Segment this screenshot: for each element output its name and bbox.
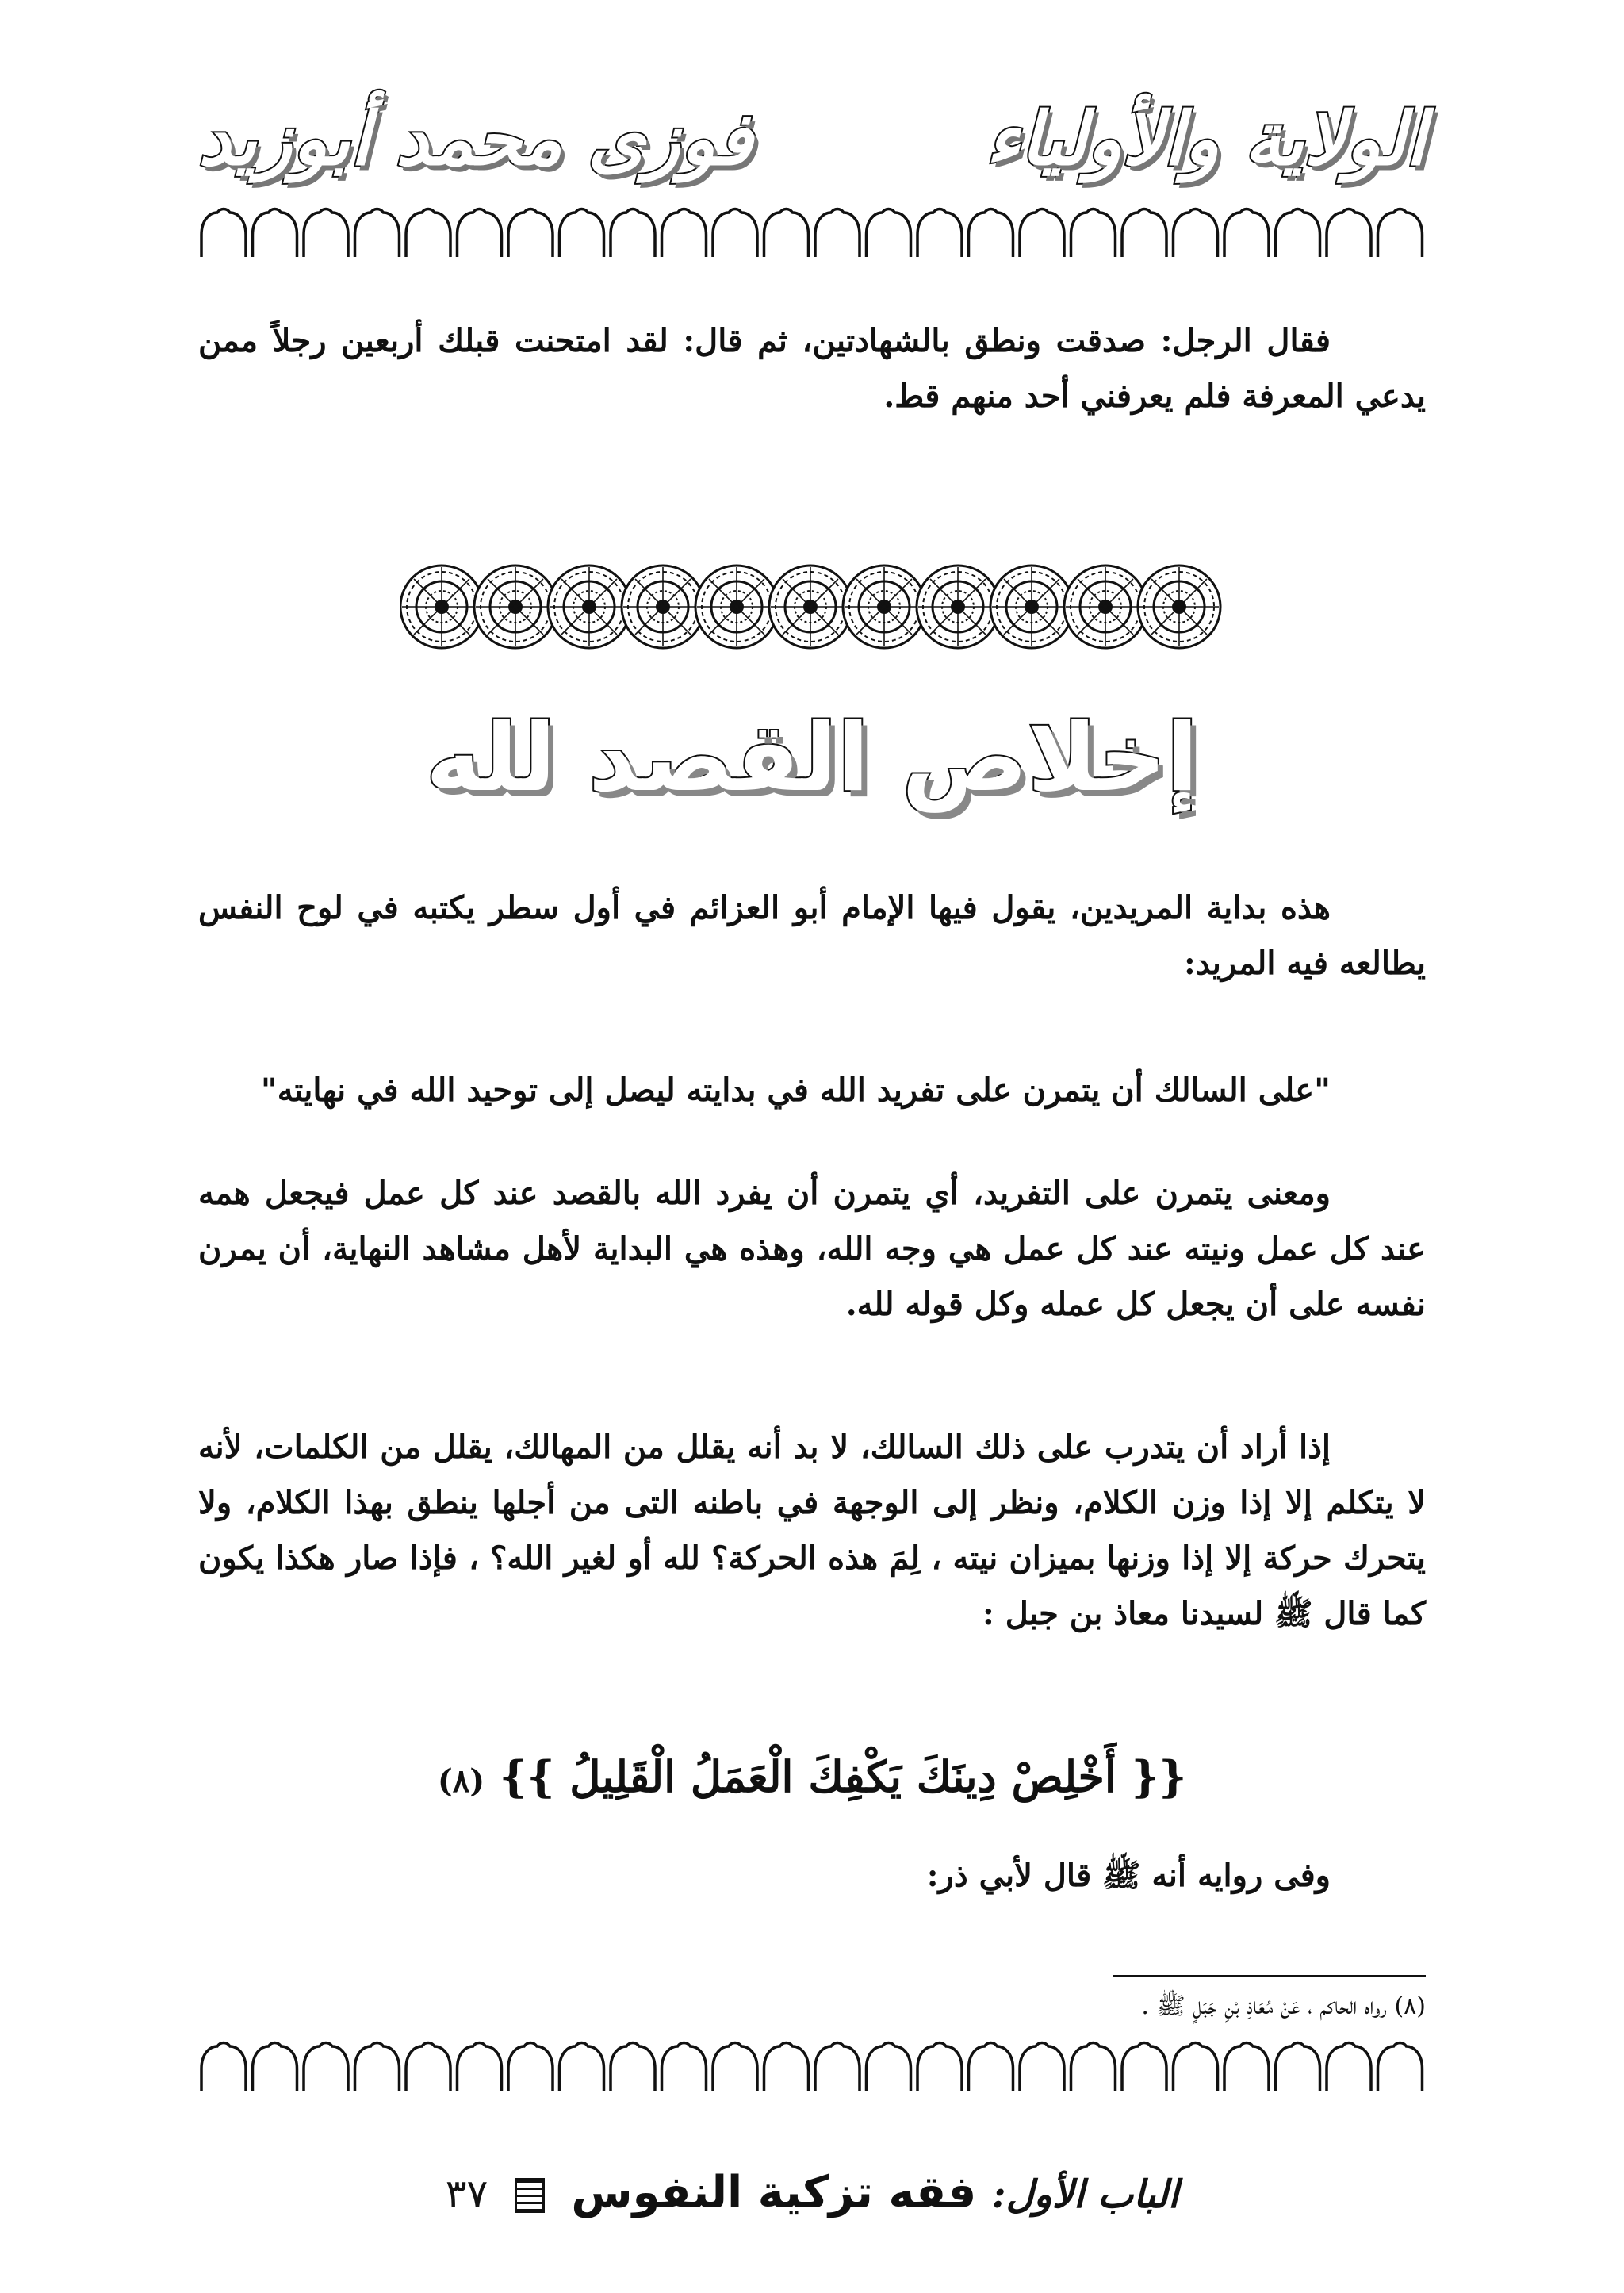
page-number: ٣٧ [445, 2171, 488, 2217]
arch-pattern-icon [198, 205, 1426, 260]
paragraph-1: هذه بداية المريدين، يقول فيها الإمام أبو العزائم في أول سطر يكتبه في لوح النفس يطالعه فيه المريد: [198, 889, 1426, 982]
chapter-label: الباب الأول: [991, 2172, 1179, 2217]
hadith-text: {{ أَخْلِصْ دِينَكَ يَكْفِكَ الْعَمَلُ الْقَلِيلُ }} [500, 1751, 1187, 1802]
ornament-divider [400, 555, 1225, 658]
footnote-reference: (٨) [437, 1762, 485, 1800]
paragraph-2-quote: "على السالك أن يتمرن على تفريد الله في بدايته ليصل إلى توحيد الله في نهايته" [260, 1072, 1331, 1109]
rosette-row-icon [400, 555, 1225, 658]
footnote-text: (٨) رواه الحاكم ، عَنْ مُعَاذِ بْنِ جَبَلٍ ﷺ . [1141, 1992, 1426, 2020]
footnote-separator [1113, 1975, 1426, 1977]
hadith-quote [0, 1745, 1624, 1813]
top-arch-border [198, 205, 1426, 260]
book-icon [515, 2178, 545, 2213]
book-title-header: الولاية والأولياء [986, 96, 1426, 182]
page-footer [0, 2157, 1624, 2230]
paragraph-3: ومعنى يتمرن على التفريد، أي يتمرن أن يفرد الله بالقصد عند كل عمل فيجعل همه عند كل عمل ونيته عند كل عمل هي وجه الله، وهذه هي البداية لأهل مشاهد النهاية، أن يمرن نفسه على أن يجعل كل عمله وكل قوله لله. [198, 1175, 1426, 1323]
author-name-header: فوزى محمد أبوزيد [198, 96, 753, 182]
section-title: إخلاص القصد لله [425, 703, 1199, 812]
paragraph-after-hadith: وفى روايه أنه ﷺ قال لأبي ذر: [926, 1857, 1331, 1894]
intro-paragraph: فقال الرجل: صدقت ونطق بالشهادتين، ثم قال: لقد امتحنت قبلك أربعين رجلاً ممن يدعي المعرفة فلم يعرفني أحد منهم قط. [198, 322, 1426, 415]
paragraph-4: إذا أراد أن يتدرب على ذلك السالك، لا بد أنه يقلل من المهالك، يقلل من الكلمات، لأنه لا يتكلم إلا إذا وزن الكلام، ونظر إلى الوجهة في باطنه التى من أجلها ينطق بهذا الكلام، ولا يتحرك حركة إلا إذا وزنها بميزان نيته ، لِمَ هذه الحركة؟ لله أو لغير الله؟ ، فإذا صار هكذا يكون كما قال ﷺ لسيدنا معاذ بن جبل : [198, 1428, 1427, 1632]
footer-book-title: فقه تزكية النفوس [571, 2167, 977, 2218]
bottom-arch-border [198, 2038, 1426, 2094]
arch-pattern-icon [198, 2038, 1426, 2094]
